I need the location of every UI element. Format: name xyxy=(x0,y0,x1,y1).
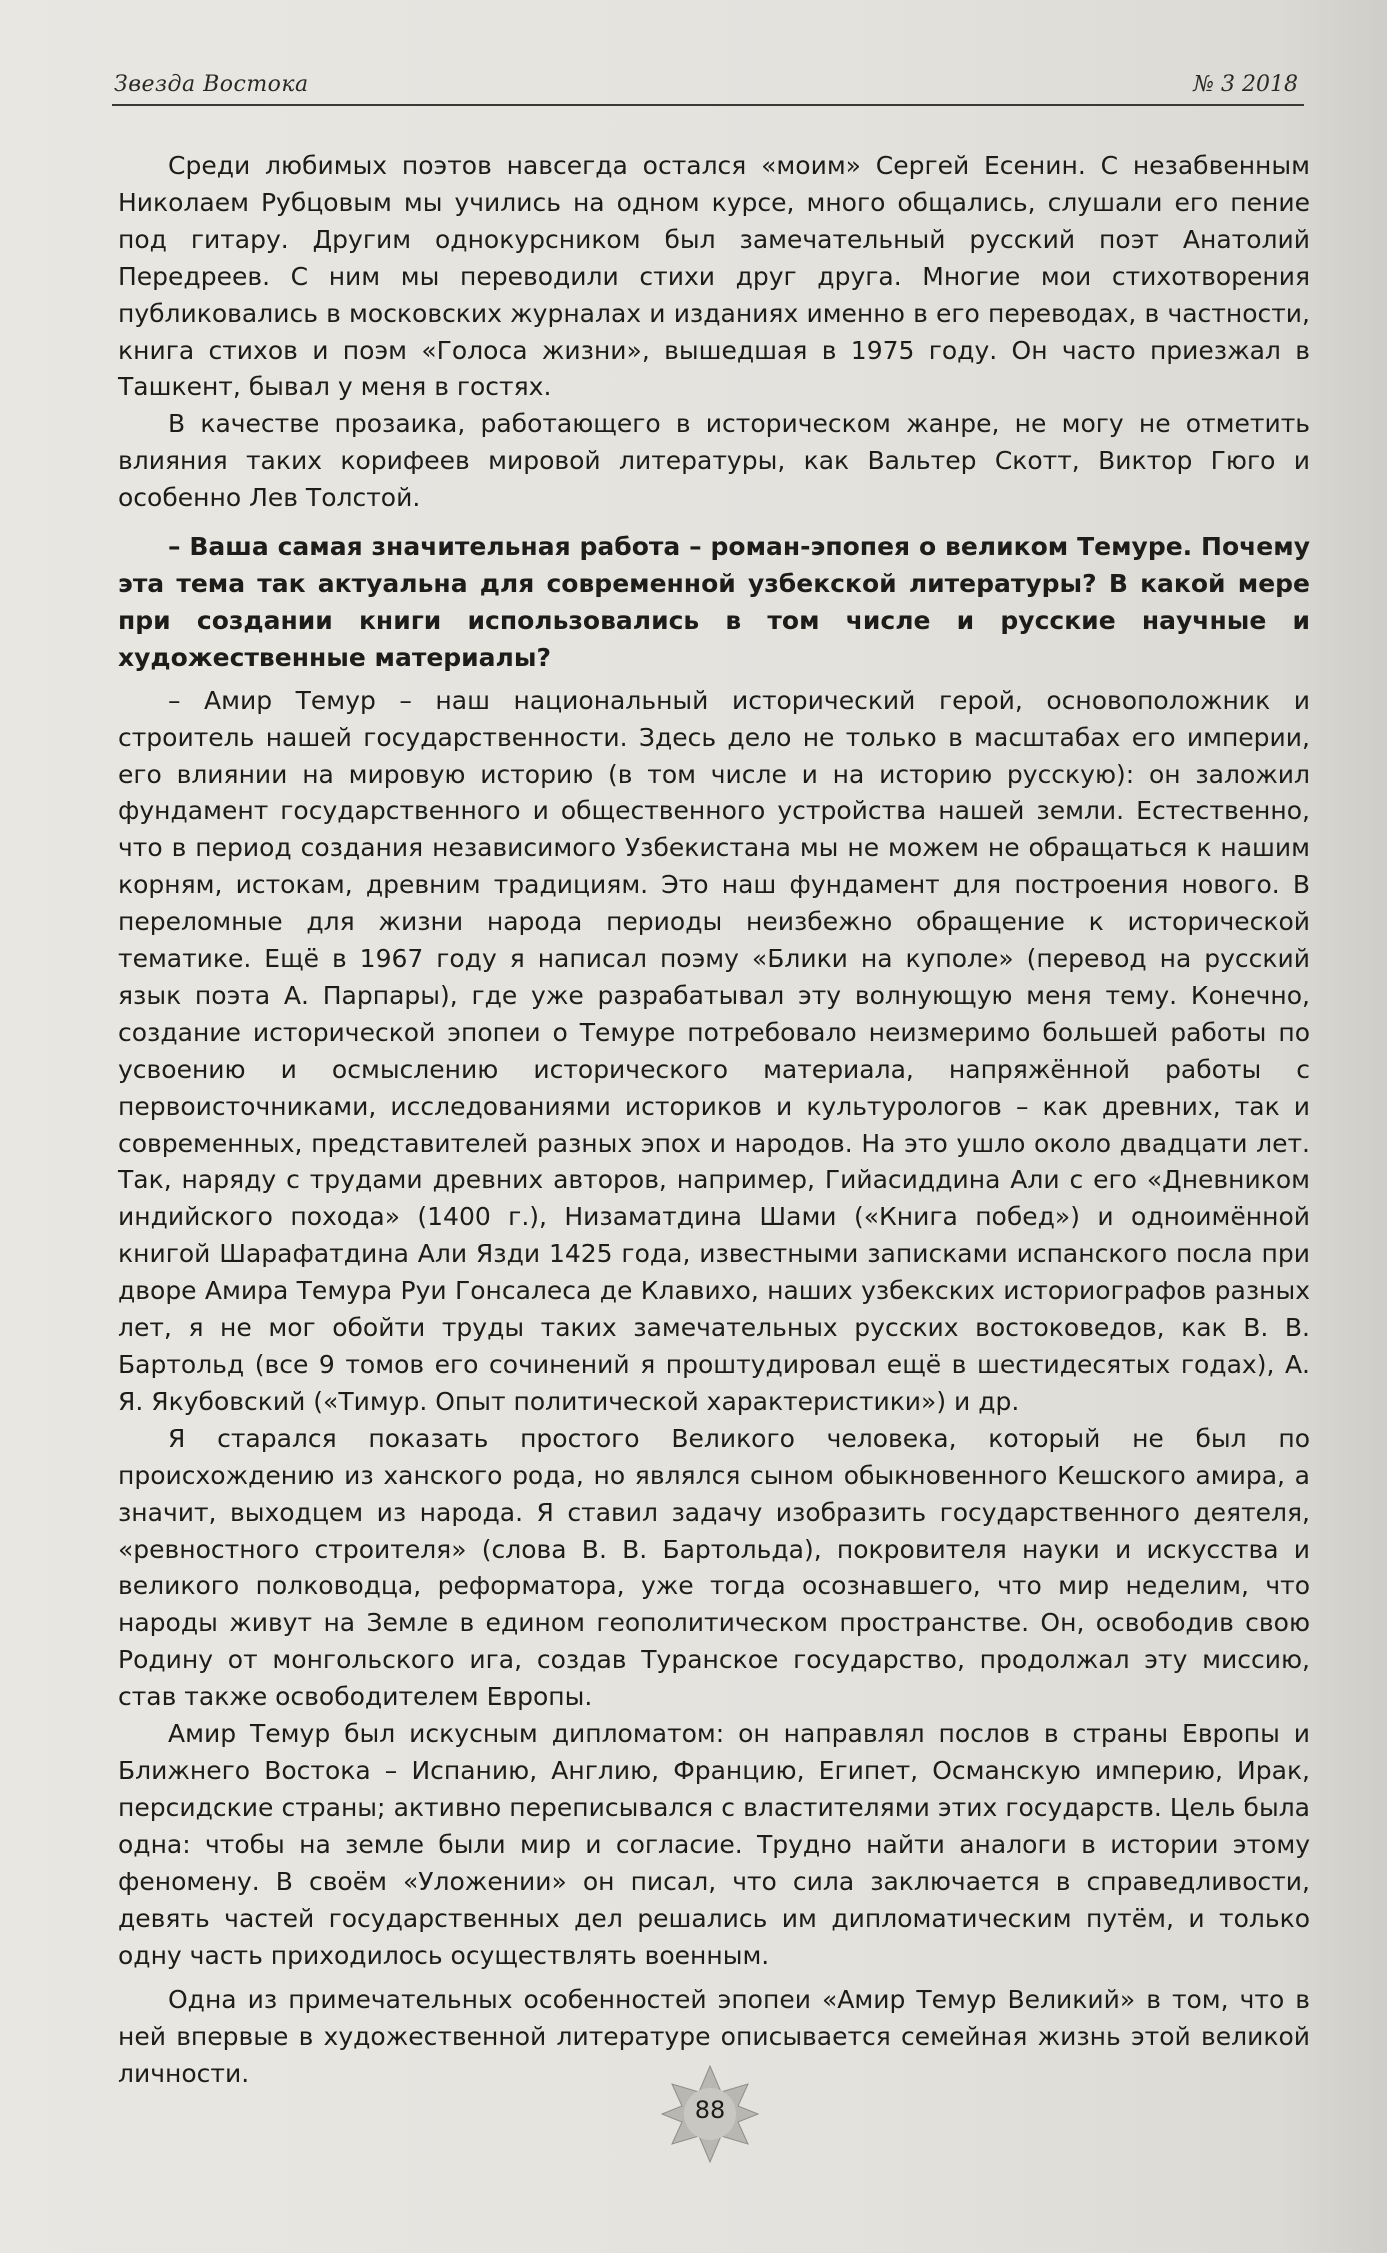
page-number: 88 xyxy=(694,2096,726,2124)
article-body xyxy=(118,148,1310,2093)
paragraph-great-man: Я старался показать простого Великого человека, который не был по происхождению из ханского рода, но являлся сыном обыкновенного Кешского амира, а значит, выходцем из народа. Я ставил задачу изобразить государственного деятеля, «ревностного строителя» (слова В. В. Бартольда), покровителя науки и искусства и великого полководца, реформатора, уже тогда осознавшего, что мир неделим, что народы живут на Земле в едином геополитическом пространстве. Он, освободив свою Родину от монгольского ига, создав Туранское государство, продолжал эту миссию, став также освободителем Европы. xyxy=(118,1423,1310,1712)
page-number-badge xyxy=(658,2062,762,2166)
paragraph-amir-temur-hero: – Амир Темур – наш национальный исторический герой, основоположник и строитель нашей государственности. Здесь дело не только в масштабах его империи, его влиянии на мировую историю (в том числе и на историю русскую): он заложил фундамент государственного и общественного устройства нашей земли. Естественно, что в период создания независимого Узбекистана мы не можем не обращаться к нашим корням, истокам, древним традициям. Это наш фундамент для построения нового. В переломные для жизни народа периоды неизбежно обращение к исторической тематике. Ещё в 1967 году я написал поэму «Блики на куполе» (перевод на русский язык поэта А. Парпары), где уже разрабатывал эту волнующую меня тему. Конечно, создание исторической эпопеи о Темуре потребовало неизмеримо большей работы по усвоению и осмыслению исторического материала, напряжённой работы с первоисточниками, исследованиями историков и культурологов – как древних, так и современных, представителей разных эпох и народов. На это ушло около двадцати лет. Так, наряду с трудами древних авторов, например, Гийасиддина Али с его «Дневником индийского похода» (1400 г.), Низаматдина Шами («Книга побед») и одноимённой книгой Шарафатдина Али Язди 1425 года, известными записками испанского посла при дворе Амира Темура Руи Гонсалеса де Клавихо, наших узбекских историографов разных лет, я не мог обойти труды таких замечательных русских востоковедов, как В. В. Бартольд (все 9 томов его сочинений я проштудировал ещё в шестидесятых годах), А. Я. Якубовский («Тимур. Опыт политической характеристики») и др. xyxy=(118,685,1310,1416)
paragraph-esenin: Среди любимых поэтов навсегда остался «моим» Сергей Есенин. С незабвенным Николаем Рубцовым мы учились на одном курсе, много общались, слушали его пение под гитару. Другим однокурсником был замечательный русский поэт Анатолий Передреев. С ним мы переводили стихи друг друга. Многие мои стихотворения публиковались в московских журналах и изданиях именно в его переводах, в частности, книга стихов и поэм «Голоса жизни», вышедшая в 1975 году. Он часто приезжал в Ташкент, бывал у меня в гостях. xyxy=(118,151,1310,402)
running-header xyxy=(112,70,1304,106)
issue-number: № 3 2018 xyxy=(1193,72,1298,97)
paragraph-prose-influences: В качестве прозаика, работающего в историческом жанре, не могу не отметить влияния таких корифеев мировой литературы, как Вальтер Скотт, Виктор Гюго и особенно Лев Толстой. xyxy=(118,409,1310,513)
paragraph-diplomat: Амир Темур был искусным дипломатом: он направлял послов в страны Европы и Ближнего Востока – Испанию, Англию, Францию, Египет, Османскую империю, Ирак, персидские страны; активно переписывался с властителями этих государств. Цель была одна: чтобы на земле были мир и согласие. Трудно найти аналоги в истории этому феномену. В своём «Уложении» он писал, что сила заключается в справедливости, девять частей государственных дел решались им дипломатическим путём, и только одну часть приходилось осуществлять военным. xyxy=(118,1719,1310,1970)
interview-question: – Ваша самая значительная работа – роман-эпопея о великом Темуре. Почему эта тема так актуальна для современной узбекской литературы? В какой мере при создании книги использовались в том числе и русские научные и художественные материалы? xyxy=(118,532,1310,672)
journal-title: Звезда Востока xyxy=(114,72,309,97)
paragraph-family-life: Одна из примечательных особенностей эпопеи «Амир Темур Великий» в том, что в ней впервые в художественной литературе описывается семейная жизнь этой великой личности. xyxy=(118,1985,1310,2089)
